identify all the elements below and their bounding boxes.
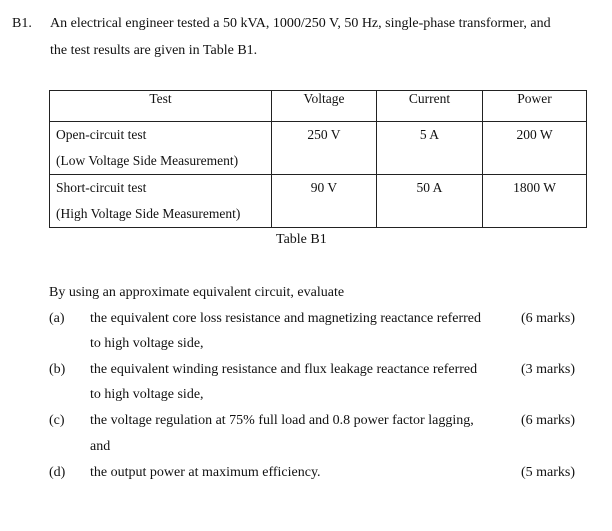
header-current: Current bbox=[377, 91, 483, 122]
current-cell: 50 A bbox=[377, 175, 483, 228]
part-a-marks: (6 marks) bbox=[521, 311, 576, 326]
header-voltage: Voltage bbox=[272, 91, 377, 122]
part-c-marks: (6 marks) bbox=[521, 413, 576, 428]
results-table bbox=[49, 90, 587, 228]
part-d-text: the output power at maximum efficiency. bbox=[90, 465, 321, 480]
part-d-label: (d) bbox=[49, 465, 66, 480]
header-test: Test bbox=[50, 91, 272, 122]
task-lead: By using an approximate equivalent circuit, evaluate bbox=[49, 285, 345, 300]
voltage-cell: 250 V bbox=[272, 122, 377, 175]
table-caption: Table B1 bbox=[276, 232, 327, 247]
power-cell: 1800 W bbox=[483, 175, 587, 228]
power-cell: 200 W bbox=[483, 122, 587, 175]
part-a-text: the equivalent core loss resistance and magnetizing reactance referred bbox=[90, 311, 482, 326]
part-b-text-continued: to high voltage side, bbox=[90, 387, 204, 402]
voltage-cell: 90 V bbox=[272, 175, 377, 228]
current-cell: 5 A bbox=[377, 122, 483, 175]
table-row bbox=[50, 175, 587, 228]
test-condition: (High Voltage Side Measurement) bbox=[56, 206, 241, 221]
test-name-cell bbox=[50, 175, 272, 228]
test-name-cell bbox=[50, 122, 272, 175]
table-header-row bbox=[50, 91, 587, 122]
part-d-marks: (5 marks) bbox=[521, 465, 576, 480]
part-c-text-continued: and bbox=[90, 439, 111, 454]
part-a-label: (a) bbox=[49, 311, 65, 326]
part-b-label: (b) bbox=[49, 362, 66, 377]
part-a-text-continued: to high voltage side, bbox=[90, 336, 204, 351]
question-intro-line-2: the test results are given in Table B1. bbox=[50, 43, 258, 58]
part-b-text: the equivalent winding resistance and flux leakage reactance referred bbox=[90, 362, 478, 377]
part-c-label: (c) bbox=[49, 413, 65, 428]
header-power: Power bbox=[483, 91, 587, 122]
test-name: Open-circuit test bbox=[56, 127, 147, 142]
question-number: B1. bbox=[12, 16, 32, 31]
test-condition: (Low Voltage Side Measurement) bbox=[56, 153, 239, 168]
table-row bbox=[50, 122, 587, 175]
part-c-text: the voltage regulation at 75% full load and 0.8 power factor lagging, bbox=[90, 413, 474, 428]
test-name: Short-circuit test bbox=[56, 180, 147, 195]
question-intro-line-1: An electrical engineer tested a 50 kVA, 1000/250 V, 50 Hz, single-phase transformer, and bbox=[50, 16, 551, 31]
part-b-marks: (3 marks) bbox=[521, 362, 576, 377]
